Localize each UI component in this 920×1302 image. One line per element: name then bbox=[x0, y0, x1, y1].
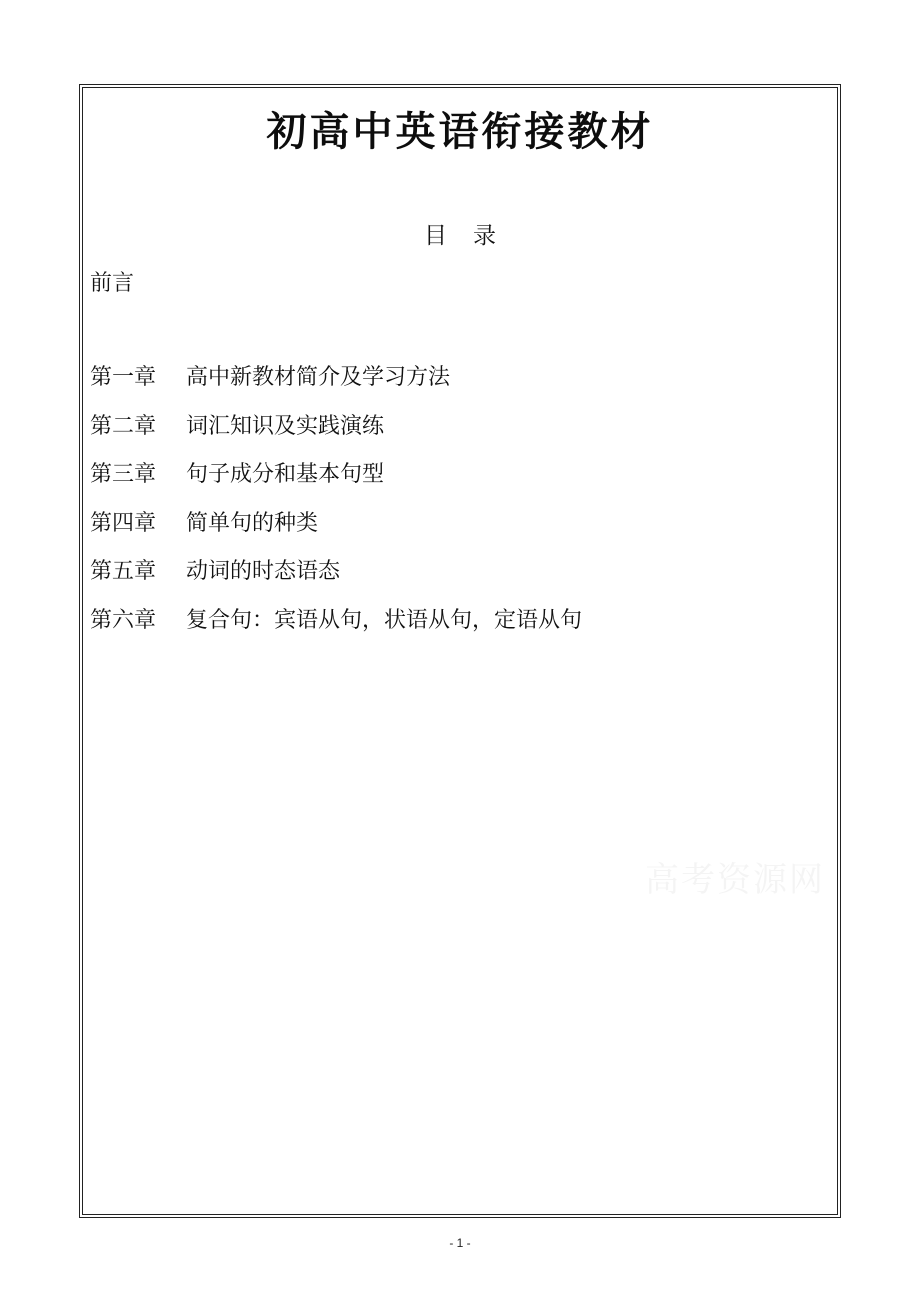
page-number: - 1 - bbox=[449, 1236, 471, 1250]
chapter-title: 句子成分和基本句型 bbox=[186, 462, 385, 487]
toc-item-chapter-5 bbox=[90, 556, 582, 605]
toc-item-chapter-2 bbox=[90, 411, 582, 460]
toc-item-chapter-3 bbox=[90, 459, 582, 508]
toc-item-chapter-4 bbox=[90, 508, 582, 557]
toc-item-chapter-6 bbox=[90, 605, 582, 654]
toc-item-preface: 前言 bbox=[90, 271, 135, 296]
chapter-title: 复合句：宾语从句，状语从句，定语从句 bbox=[186, 607, 583, 633]
chapter-title: 词汇知识及实践演练 bbox=[186, 413, 385, 439]
toc-item-chapter-1 bbox=[90, 362, 582, 411]
chapter-title: 简单句的种类 bbox=[186, 510, 319, 536]
chapter-number: 第五章 bbox=[90, 559, 157, 584]
chapter-title: 动词的时态语态 bbox=[186, 559, 341, 584]
chapter-title: 高中新教材简介及学习方法 bbox=[186, 365, 451, 390]
chapter-number: 第六章 bbox=[90, 607, 157, 633]
chapter-number: 第二章 bbox=[90, 413, 157, 439]
chapter-number: 第一章 bbox=[90, 365, 157, 390]
toc-heading: 目录 bbox=[424, 223, 522, 249]
chapter-number: 第三章 bbox=[90, 462, 157, 487]
chapter-list bbox=[90, 362, 582, 653]
document-title: 初高中英语衔接教材 bbox=[266, 109, 654, 155]
chapter-number: 第四章 bbox=[90, 510, 157, 536]
watermark: 高考资源网 bbox=[645, 860, 825, 900]
